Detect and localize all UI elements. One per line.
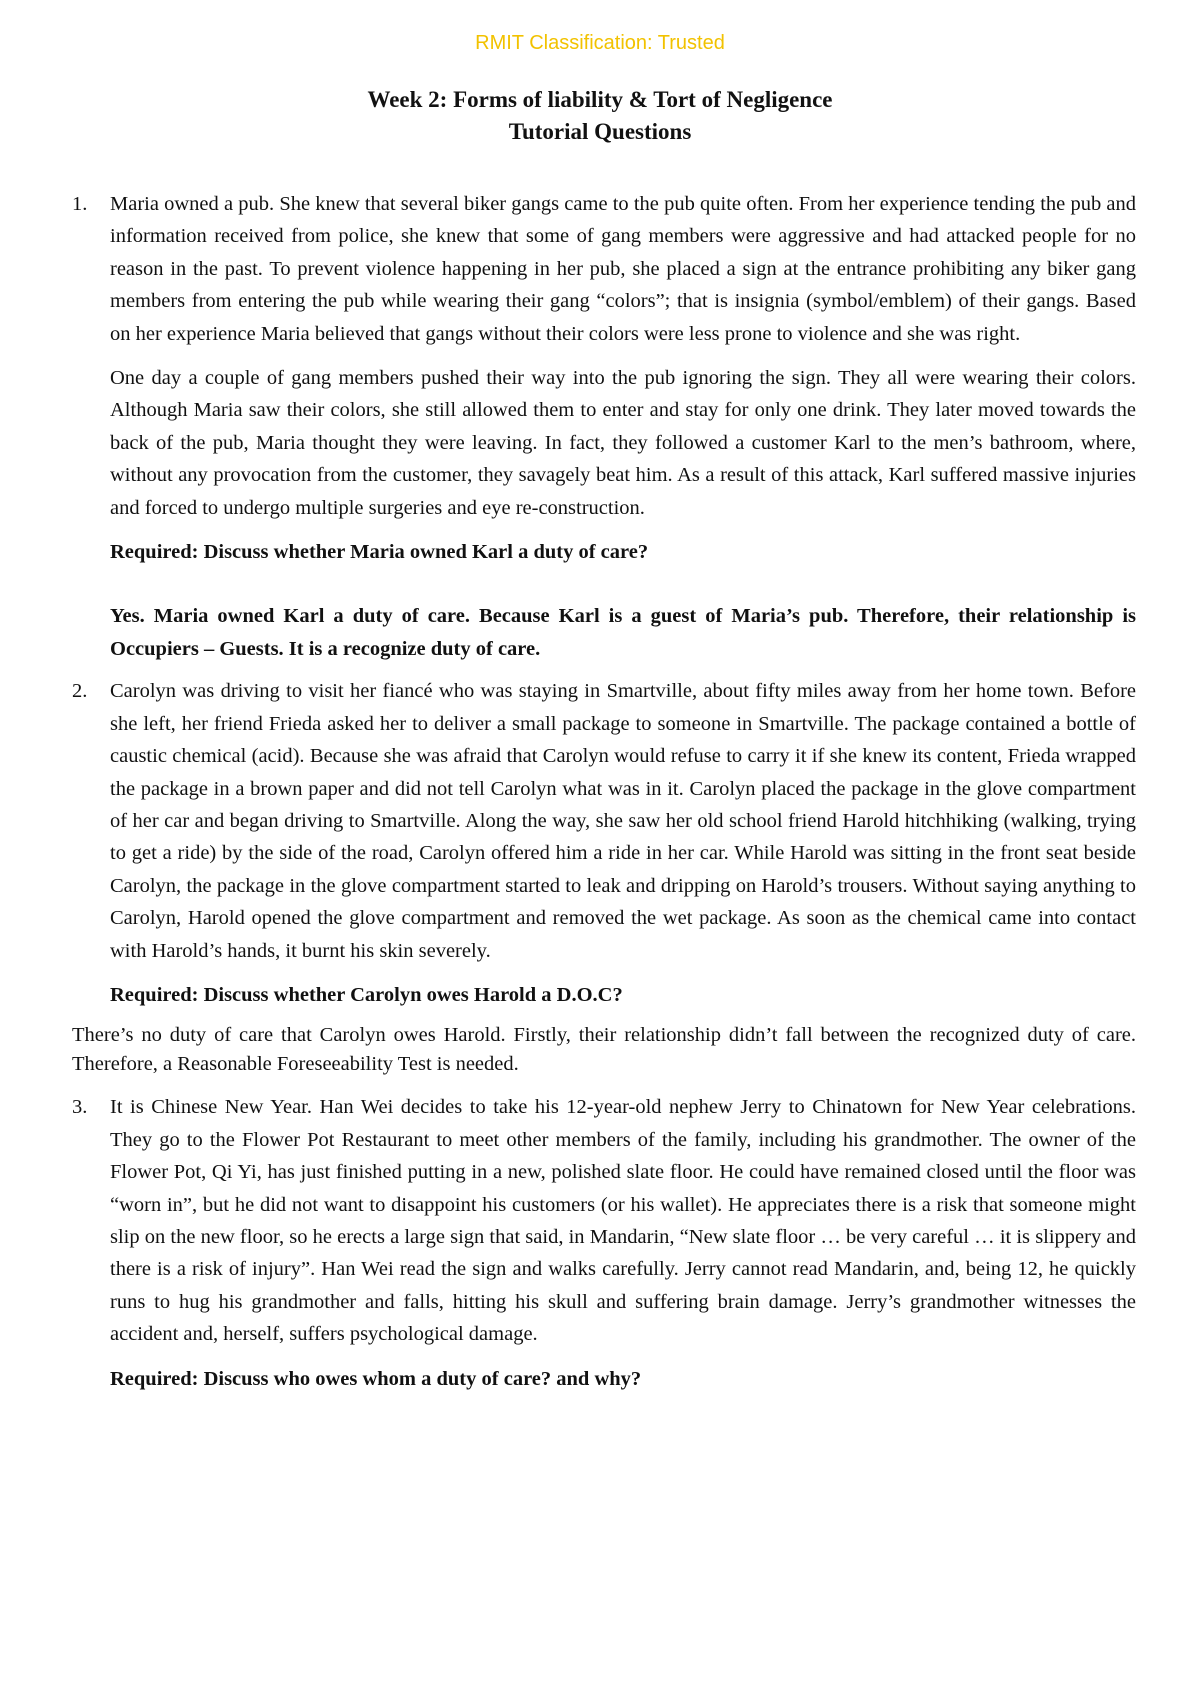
question-2 xyxy=(72,675,1136,1011)
question-paragraph: It is Chinese New Year. Han Wei decides to take his 12-year-old nephew Jerry to Chinatown for New Year celebrations. They go to the Flower Pot Restaurant to meet other members of the family, including his grandmother. The owner of the Flower Pot, Qi Yi, has just finished putting in a new, polished slate floor. He could have remained closed until the floor was “worn in”, but he did not want to disappoint his customers (or his wallet). He appreciates there is a risk that someone might slip on the new floor, so he erects a large sign that said, in Mandarin, “New slate floor … be very careful … it is slippery and there is a risk of injury”. Han Wei read the sign and walks carefully. Jerry cannot read Mandarin, and, being 12, he quickly runs to hug his grandmother and falls, hitting his skull and suffering brain damage. Jerry’s grandmother witnesses the accident and, herself, suffers psychological damage. xyxy=(110,1096,1136,1346)
question-paragraph: One day a couple of gang members pushed their way into the pub ignoring the sign. They all were wearing their colors. Although Maria saw their colors, she still allowed them to enter and stay for only one drink. They later moved towards the back of the pub, Maria thought they were leaving. In fact, they followed a customer Karl to the men’s bathroom, where, without any provocation from the customer, they savagely beat him. As a result of this attack, Karl suffered massive injuries and forced to undergo multiple surgeries and eye re-construction. xyxy=(110,367,1136,519)
question-number: 1. xyxy=(72,193,88,215)
student-answer: Yes. Maria owned Karl a duty of care. Because Karl is a guest of Maria’s pub. Therefore, their relationship is Occupiers – Guests. It is a recognize duty of care. xyxy=(110,605,1136,660)
question-paragraph: Carolyn was driving to visit her fiancé who was staying in Smartville, about fifty miles away from her home town. Before she left, her friend Frieda asked her to deliver a small package to someone in Smartville. The package contained a bottle of caustic chemical (acid). Because she was afraid that Carolyn would refuse to carry it if she knew its content, Frieda wrapped the package in a brown paper and did not tell Carolyn what was in it. Carolyn placed the package in the glove compartment of her car and began driving to Smartville. Along the way, she saw her old school friend Harold hitchhiking (walking, trying to get a ride) by the side of the road, Carolyn offered him a ride in her car. While Harold was sitting in the front seat beside Carolyn, the package in the glove compartment started to leak and dripping on Harold’s trousers. Without saying anything to Carolyn, Harold opened the glove compartment and removed the wet package. As soon as the chemical came into contact with Harold’s hands, it burnt his skin severely. xyxy=(110,680,1136,962)
student-answer: There’s no duty of care that Carolyn owes Harold. Firstly, their relationship didn’t fall between the recognized duty of care. Therefore, a Reasonable Foreseeability Test is needed. xyxy=(72,1024,1136,1076)
classification-label: RMIT Classification: Trusted xyxy=(475,32,725,54)
page-subtitle: Tutorial Questions xyxy=(508,119,692,144)
required-prompt: Required: Discuss who owes whom a duty of care? and why? xyxy=(110,1367,642,1390)
question-3 xyxy=(72,1091,1136,1395)
required-prompt: Required: Discuss whether Carolyn owes Harold a D.O.C? xyxy=(110,983,623,1006)
question-1 xyxy=(72,188,1136,665)
question-number: 2. xyxy=(72,680,88,703)
question-number: 3. xyxy=(72,1096,88,1119)
page-title: Week 2: Forms of liability & Tort of Negligence xyxy=(367,87,833,112)
required-prompt: Required: Discuss whether Maria owned Karl a duty of care? xyxy=(110,541,649,564)
document-body xyxy=(72,188,1136,1395)
question-paragraph: Maria owned a pub. She knew that several biker gangs came to the pub quite often. From her experience tending the pub and information received from police, she knew that some of gang members were aggressive and had attacked people for no reason in the past. To prevent violence happening in her pub, she placed a sign at the entrance prohibiting any biker gang members from entering the pub while wearing their gang “colors”; that is insignia (symbol/emblem) of their gangs. Based on her experience Maria believed that gangs without their colors were less prone to violence and she was right. xyxy=(110,193,1136,345)
title-block xyxy=(0,84,1200,148)
